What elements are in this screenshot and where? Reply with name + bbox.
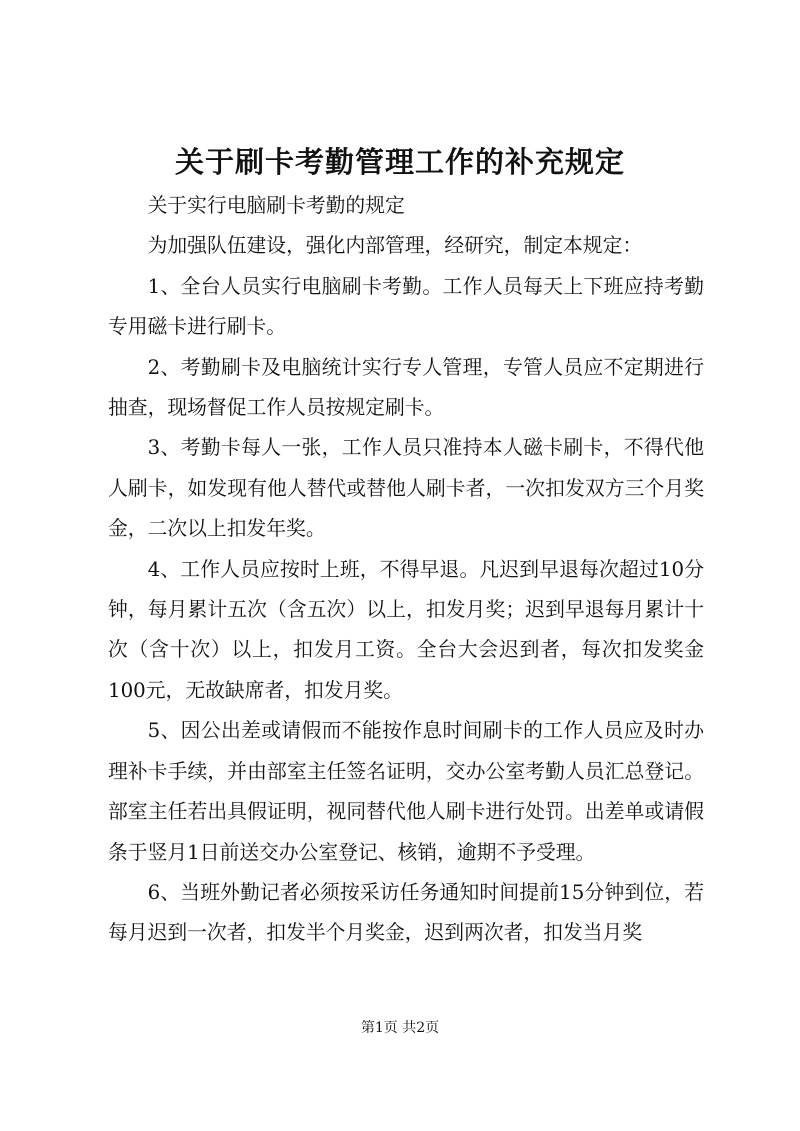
paragraph-rule-3: 3、考勤卡每人一张，工作人员只准持本人磁卡刷卡，不得代他人刷卡，如发现有他人替代或替他人刷卡者，一次扣发双方三个月奖金，二次以上扣发年奖。 <box>108 436 704 541</box>
paragraph-rule-1: 1、全台人员实行电脑刷卡考勤。工作人员每天上下班应持考勤专用磁卡进行刷卡。 <box>108 274 704 339</box>
paragraph-rule-2: 2、考勤刷卡及电脑统计实行专人管理，专管人员应不定期进行抽查，现场督促工作人员按规定刷卡。 <box>108 355 704 420</box>
paragraph-intro: 为加强队伍建设，强化内部管理，经研究，制定本规定： <box>147 234 643 258</box>
paragraph-subtitle: 关于实行电脑刷卡考勤的规定 <box>147 194 405 217</box>
paragraph-rule-6: 6、当班外勤记者必须按采访任务通知时间提前15分钟到位，若每月迟到一次者，扣发半个月奖金，迟到两次者，扣发当月奖 <box>108 880 704 945</box>
document-title: 关于刷卡考勤管理工作的补充规定 <box>174 145 625 179</box>
document-body <box>108 186 704 954</box>
paragraph-rule-4: 4、工作人员应按时上班，不得早退。凡迟到早退每次超过10分钟，每月累计五次（含五次）以上，扣发月奖；迟到早退每月累计十次（含十次）以上，扣发月工资。全台大会迟到者，每次扣发奖金100元，无故缺席者，扣发月奖。 <box>108 557 704 702</box>
page-number-footer: 第1页 共2页 <box>360 1020 440 1036</box>
paragraph-rule-5: 5、因公出差或请假而不能按作息时间刷卡的工作人员应及时办理补卡手续，并由部室主任签名证明，交办公室考勤人员汇总登记。部室主任若出具假证明，视同替代他人刷卡进行处罚。出差单或请假条于竖月1日前送交办公室登记、核销，逾期不予受理。 <box>108 719 704 864</box>
